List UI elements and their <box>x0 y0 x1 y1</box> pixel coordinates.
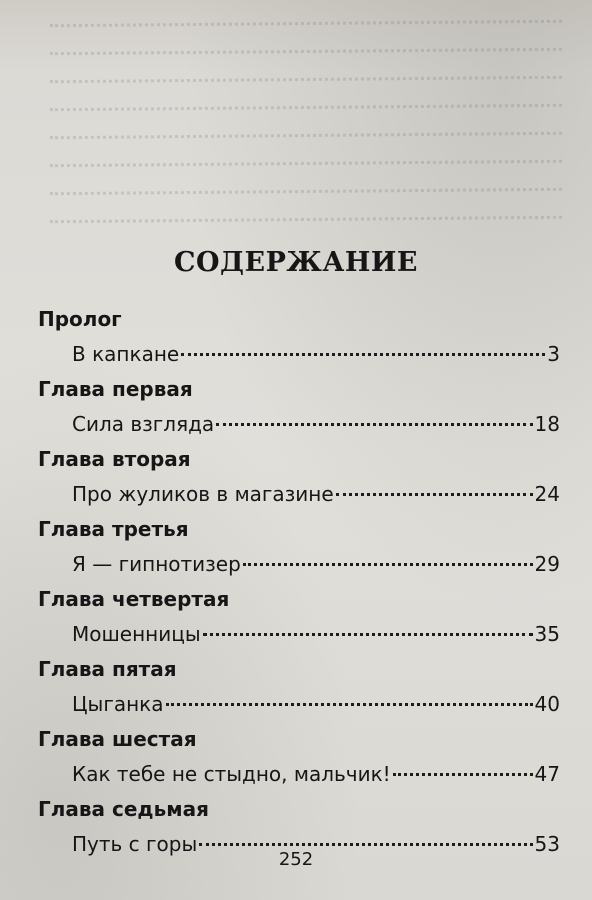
table-of-contents <box>0 302 592 862</box>
chapter-heading-2: Глава вторая <box>38 447 191 471</box>
chapter-heading-1: Глава первая <box>38 377 193 401</box>
contents-heading: СОДЕРЖАНИЕ <box>174 247 418 278</box>
toc-entry-page: 40 <box>534 692 560 716</box>
toc-entry-title: Про жуликов в магазине <box>72 482 334 506</box>
page-number: 252 <box>278 849 314 870</box>
dot-leader <box>243 563 533 566</box>
chapter-heading-4: Глава четвертая <box>38 587 230 611</box>
dot-leader <box>216 423 532 426</box>
toc-entry-title: Как тебе не стыдно, мальчик! <box>72 762 391 786</box>
show-through-text <box>50 188 562 207</box>
chapter-heading-6: Глава шестая <box>38 727 197 751</box>
toc-entry <box>72 476 560 512</box>
show-through-text <box>50 76 562 95</box>
toc-entry-page: 29 <box>534 552 560 576</box>
dot-leader <box>336 493 533 496</box>
show-through-text <box>50 104 562 123</box>
show-through-text <box>50 20 562 39</box>
show-through-text <box>50 216 562 235</box>
toc-entry <box>72 686 560 722</box>
dot-leader <box>203 633 533 636</box>
chapter-heading-prologue: Пролог <box>38 307 122 331</box>
toc-entry <box>72 756 560 792</box>
toc-entry-page: 24 <box>534 482 560 506</box>
toc-entry-title: В капкане <box>72 342 180 366</box>
toc-entry <box>72 546 560 582</box>
toc-entry-title: Мошенницы <box>72 622 201 646</box>
show-through-text <box>50 132 562 151</box>
toc-entry-page: 35 <box>534 622 560 646</box>
toc-entry-title: Путь с горы <box>72 832 198 856</box>
dot-leader <box>181 353 545 356</box>
toc-entry <box>72 406 560 442</box>
chapter-heading-7: Глава седьмая <box>38 797 209 821</box>
dot-leader <box>166 703 533 706</box>
dot-leader <box>393 773 533 776</box>
toc-entry-page: 53 <box>534 832 560 856</box>
chapter-heading-5: Глава пятая <box>38 657 177 681</box>
chapter-heading-3: Глава третья <box>38 517 189 541</box>
show-through-text <box>50 48 562 67</box>
toc-entry <box>72 336 560 372</box>
toc-entry-title: Я — гипнотизер <box>72 552 241 576</box>
dot-leader <box>199 843 532 846</box>
show-through-text <box>50 160 562 179</box>
toc-entry-page: 18 <box>534 412 560 436</box>
toc-entry-page: 47 <box>534 762 560 786</box>
toc-entry-title: Сила взгляда <box>72 412 215 436</box>
toc-entry-page: 3 <box>547 342 560 366</box>
toc-entry <box>72 616 560 652</box>
toc-entry-title: Цыганка <box>72 692 164 716</box>
